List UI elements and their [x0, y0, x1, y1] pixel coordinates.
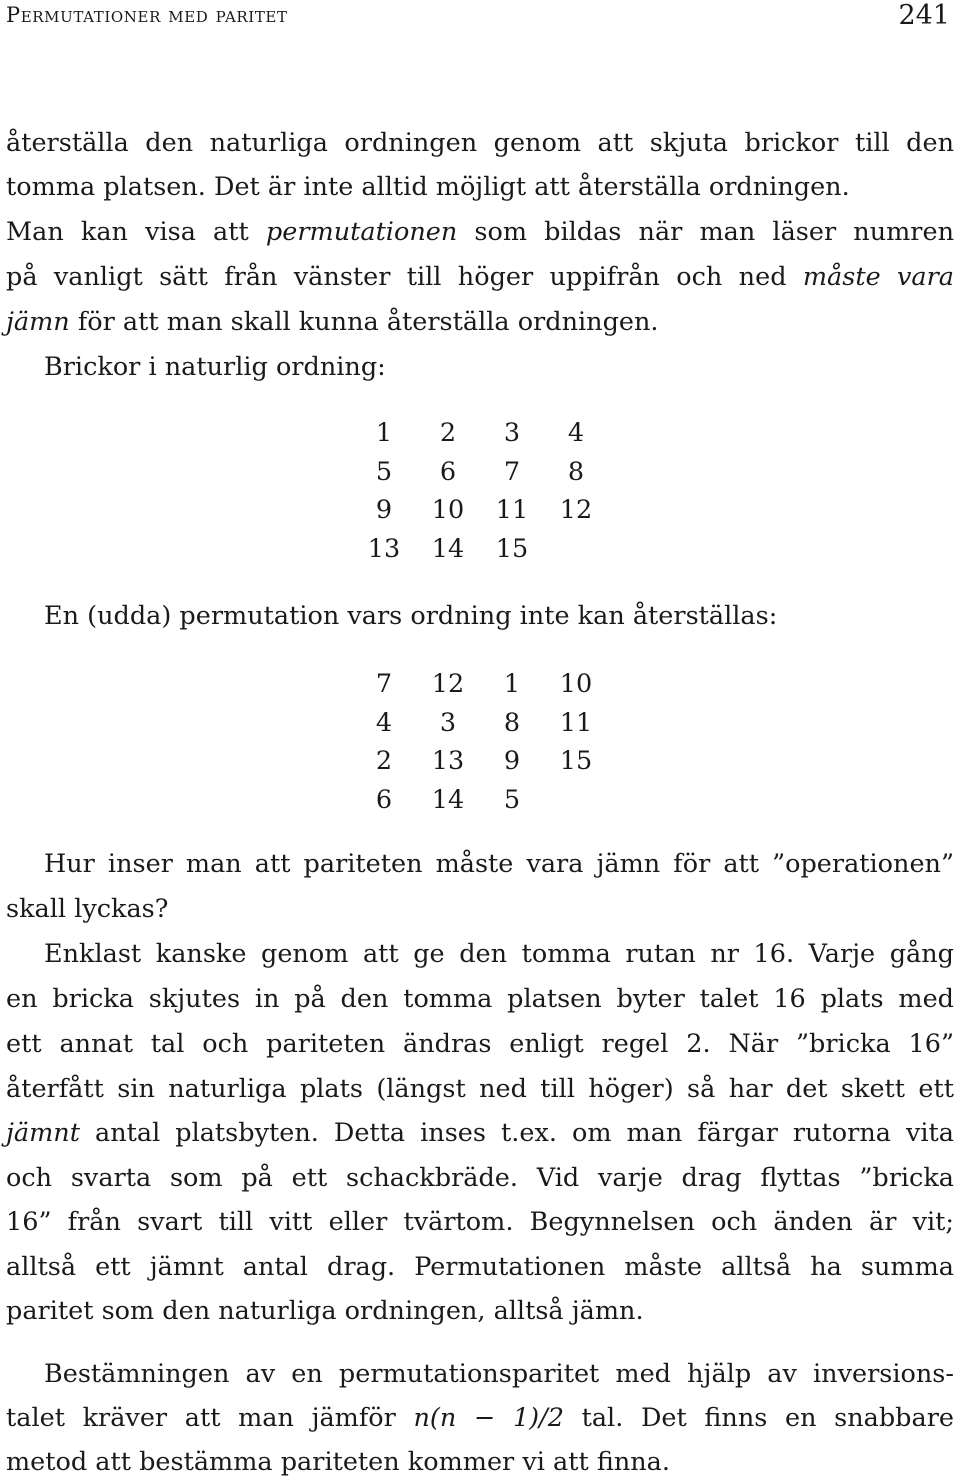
tile: 5: [375, 456, 393, 487]
tile: 9: [503, 746, 521, 776]
tile: 11: [495, 495, 529, 525]
text: tal. Det finns en snabbare: [563, 1403, 954, 1433]
natural-order-grid: [352, 418, 608, 575]
tile: 1: [375, 418, 393, 448]
tile: 3: [503, 418, 521, 448]
answer-line: ett annat tal och pariteten ändras enligt regel 2. När ”bricka 16”: [6, 1029, 954, 1059]
answer-line: en bricka skjutes in på den tomma platsen byter talet 16 plats med: [6, 984, 954, 1014]
tile: 8: [503, 707, 521, 738]
emphasis-text: jämn: [6, 307, 70, 337]
emphasis-text: permutationen: [265, 217, 458, 247]
paragraph-line: återställa den naturliga ordningen genom att skjuta brickor till den: [6, 128, 954, 158]
text: som bildas när man läser numren: [457, 217, 955, 247]
tile: 6: [439, 456, 457, 487]
grid-row: [352, 498, 608, 537]
tile: 12: [559, 495, 593, 525]
tile: 12: [431, 669, 465, 699]
odd-permutation-grid: [352, 669, 608, 826]
paragraph-line: [6, 217, 955, 247]
emphasis-text: måste vara: [802, 262, 954, 292]
tile: 15: [559, 746, 593, 776]
paragraph-line: tomma platsen. Det är inte alltid möjligt att återställa ordningen.: [6, 172, 850, 202]
grid-row: [352, 460, 608, 499]
grid-row: [352, 749, 608, 788]
tile: 8: [567, 456, 585, 487]
text: Man kan visa att: [6, 217, 266, 247]
text: på vanligt sätt från vänster till höger uppifrån och ned: [6, 262, 803, 292]
tile: 7: [375, 669, 393, 699]
odd-permutation-caption: En (udda) permutation vars ordning inte kan återställas:: [44, 601, 778, 631]
grid-row: [352, 421, 608, 460]
empty-tile: [544, 537, 608, 576]
tile: 4: [567, 418, 585, 448]
answer-line: paritet som den naturliga ordningen, alltså jämn.: [6, 1296, 644, 1326]
page-header: [0, 0, 960, 40]
grid-row: [352, 788, 608, 827]
tile: 2: [375, 746, 393, 776]
grid-row: [352, 711, 608, 750]
text: för att man skall kunna återställa ordningen.: [69, 307, 659, 337]
tile: 3: [439, 707, 457, 738]
tile: 13: [431, 746, 465, 776]
final-line: metod att bestämma pariteten kommer vi att finna.: [6, 1447, 670, 1477]
answer-line: Enklast kanske genom att ge den tomma rutan nr 16. Varje gång: [44, 939, 954, 969]
question-line: Hur inser man att pariteten måste vara jämn för att ”operationen”: [44, 849, 954, 879]
tile: 10: [559, 669, 593, 699]
answer-line: [6, 1118, 954, 1148]
grid-row: [352, 672, 608, 711]
tile: 15: [495, 533, 529, 564]
tile: 14: [431, 533, 465, 564]
grid-row: [352, 537, 608, 576]
tile: 7: [503, 456, 521, 487]
tile: 13: [367, 533, 401, 564]
tile: 6: [375, 784, 393, 815]
emphasis-text: jämnt: [6, 1118, 80, 1148]
tile: 4: [375, 707, 393, 738]
tile: 11: [559, 707, 593, 738]
math-expression: n(n − 1)/2: [413, 1403, 564, 1433]
tile: 2: [439, 418, 457, 448]
text: antal platsbyten. Detta inses t.ex. om man färgar rutorna vita: [79, 1118, 954, 1148]
final-line: [6, 1403, 954, 1433]
tile: 1: [503, 669, 521, 699]
tile: 14: [431, 784, 465, 815]
paragraph-line: [6, 307, 659, 337]
answer-line: 16” från svart till vitt eller tvärtom. Begynnelsen och änden är vit;: [6, 1207, 954, 1237]
tile: 10: [431, 495, 465, 525]
answer-line: och svarta som på ett schackbräde. Vid varje drag flyttas ”bricka: [6, 1163, 954, 1193]
page-number: 241: [898, 0, 950, 31]
tile: 9: [375, 495, 393, 525]
answer-line: alltså ett jämnt antal drag. Permutationen måste alltså ha summa: [6, 1252, 954, 1282]
running-title: Permutationer med paritet: [6, 3, 288, 27]
answer-line: återfått sin naturliga plats (längst ned till höger) så har det skett ett: [6, 1074, 954, 1104]
empty-tile: [544, 788, 608, 827]
final-line: Bestämningen av en permutationsparitet med hjälp av inversions-: [44, 1359, 954, 1389]
natural-order-caption: Brickor i naturlig ordning:: [44, 352, 386, 382]
question-line: skall lyckas?: [6, 894, 169, 924]
paragraph-line: [6, 262, 954, 292]
text: talet kräver att man jämför: [6, 1403, 414, 1433]
tile: 5: [503, 784, 521, 815]
